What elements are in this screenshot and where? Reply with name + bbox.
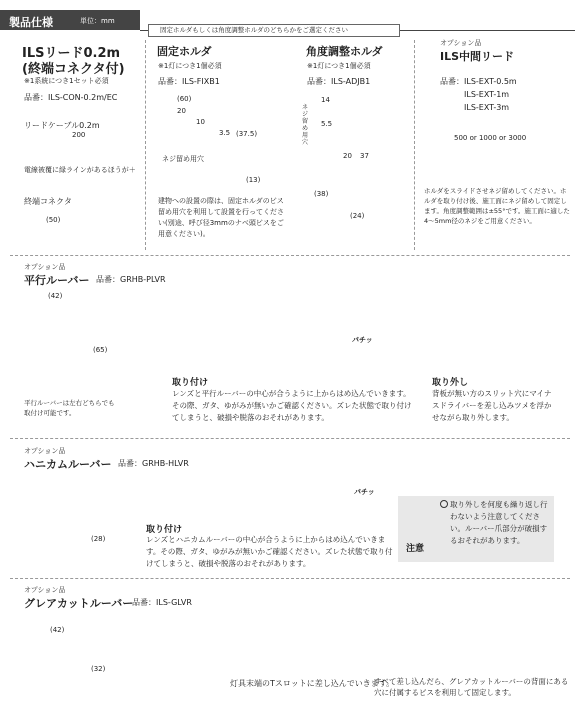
lead-part: 品番：ILS-CON-0.2m/EC: [24, 93, 118, 102]
angle-dim-14: 14: [321, 96, 330, 104]
angle-dim-38: (38): [314, 190, 329, 198]
mid-part-3: ILS-EXT-3m: [464, 103, 510, 112]
caution-prohibit-icon: [440, 500, 448, 508]
mid-desc: ホルダをスライドさせネジ留めしてください。ホルダを取り付け後、施工面にネジ留めして固定します。角度調整範囲は±55°です。施工面に適した4〜5mm径のネジをご用意ください。: [424, 187, 570, 225]
honeycomb-install-title: 取り付け: [146, 525, 183, 535]
parallel-install-desc: レンズと平行ルーバーの中心が合うように上からはめ込んでいきます。その際、ガタ、ゆがみが無いかご確認ください。ズレた状態で取り付けてしまうと、破損や脱落のおそれがあります。: [172, 389, 412, 422]
fixed-dim-20: 20: [177, 107, 186, 115]
lead-subtitle: (終端コネクタ付): [22, 62, 125, 77]
parallel-click: パチッ: [352, 336, 373, 344]
fixed-dim-35: 3.5: [219, 129, 231, 137]
caution-label: 注意: [406, 544, 425, 554]
mid-option: オプション品: [440, 39, 482, 47]
mid-title: ILS中間リード: [440, 50, 515, 63]
honeycomb-install-desc: レンズとハニカムルーバーの中心が合うように上からはめ込んでいきます。その際、ガタ、ゆがみが無いかご確認ください。ズレた状態で取り付けてしまうと、破損や脱落のおそれがあります。: [146, 535, 393, 568]
fixed-screw-hole: ネジ留め用穴: [162, 155, 204, 163]
parallel-title: 平行ルーバー: [24, 274, 90, 287]
fixed-dim-10: 10: [196, 118, 205, 126]
lead-wire-note: 電線被覆に緑ラインがあるほうが＋: [24, 166, 136, 174]
glare-option: オプション品: [24, 586, 66, 594]
fixed-desc: 建物への設置の際は、固定ホルダのビス留め用穴を利用して設置を行ってください(別途、呼び径3mmのナベ頭ビスをご用意ください)。: [158, 197, 284, 238]
angle-dim-55: 5.5: [321, 120, 333, 128]
angle-title: 角度調整ホルダ: [306, 45, 383, 58]
glare-step2: すべて差し込んだら、グレアカットルーバーの背面にある穴に付属するビスを利用して固定します。: [374, 677, 569, 697]
honeycomb-click: パチッ: [354, 488, 375, 496]
parallel-part: 品番：GRHB-PLVR: [96, 275, 166, 284]
honeycomb-title: ハニカムルーバー: [24, 458, 112, 471]
glare-title: グレアカットルーバー: [24, 597, 134, 610]
mid-part-2: ILS-EXT-1m: [464, 90, 510, 99]
section-rule-2: [10, 438, 570, 439]
parallel-dim-65: (65): [93, 346, 108, 354]
unit-label: 単位：mm: [80, 17, 115, 25]
fixed-title: 固定ホルダ: [157, 45, 212, 58]
glare-dim-32: (32): [91, 665, 106, 673]
mid-dim: 500 or 1000 or 3000: [454, 134, 527, 142]
divider-2: [414, 40, 415, 250]
caution-text: 取り外しを何度も繰り返し行わないよう注意してください。ルーバー爪部分が破損するおそれがあります。: [450, 500, 548, 545]
parallel-option: オプション品: [24, 263, 66, 271]
fixed-dim-60: (60): [177, 95, 192, 103]
mid-part-1: 品番：ILS-EXT-0.5m: [440, 77, 517, 86]
glare-dim-42: (42): [50, 626, 65, 634]
page-title: 製品仕様: [9, 16, 53, 29]
angle-dim-37: 37: [360, 152, 369, 160]
fixed-dim-13: (13): [246, 176, 261, 184]
honeycomb-option: オプション品: [24, 447, 66, 455]
honeycomb-dim-28: (28): [91, 535, 106, 543]
honeycomb-part: 品番：GRHB-HLVR: [118, 459, 189, 468]
lead-dim-50: (50): [46, 216, 61, 224]
lead-title: ILSリード0.2m: [22, 46, 121, 61]
glare-step1: 灯具末端のTスロットに差し込んでいきます。: [230, 679, 395, 688]
angle-dim-20: 20: [343, 152, 352, 160]
lead-note: ※1系統につき1セット必須: [24, 77, 109, 85]
section-rule-1: [10, 255, 570, 256]
fixed-part: 品番：ILS-FIXB1: [158, 77, 220, 86]
notice-text: 固定ホルダもしくは角度調整ホルダのどちらかをご選定ください: [160, 26, 348, 34]
divider-1: [145, 40, 146, 250]
section-rule-3: [10, 578, 570, 579]
angle-dim-24: (24): [350, 212, 365, 220]
parallel-remove-title: 取り外し: [432, 378, 469, 388]
glare-part: 品番：ILS-GLVR: [132, 598, 192, 607]
angle-screw-hole: ネジ留め用穴: [302, 104, 309, 146]
parallel-dim-42: (42): [48, 292, 63, 300]
parallel-remove-desc: 背板が無い方のスリット穴にマイナスドライバーを差し込みツメを浮かせながら取り外します。: [432, 389, 552, 422]
angle-part: 品番：ILS-ADJB1: [307, 77, 371, 86]
fixed-dim-375: (37.5): [236, 130, 258, 138]
parallel-side-note: 平行ルーバーは左右どちらでも取付け可能です。: [24, 399, 115, 417]
lead-cable-label: リードケーブル0.2m: [24, 121, 100, 130]
lead-connector-label: 終端コネクタ: [24, 197, 72, 206]
lead-dim-200: 200: [72, 131, 86, 139]
fixed-note: ※1灯につき1個必須: [158, 62, 222, 70]
angle-note: ※1灯につき1個必須: [307, 62, 371, 70]
parallel-install-title: 取り付け: [172, 378, 209, 388]
